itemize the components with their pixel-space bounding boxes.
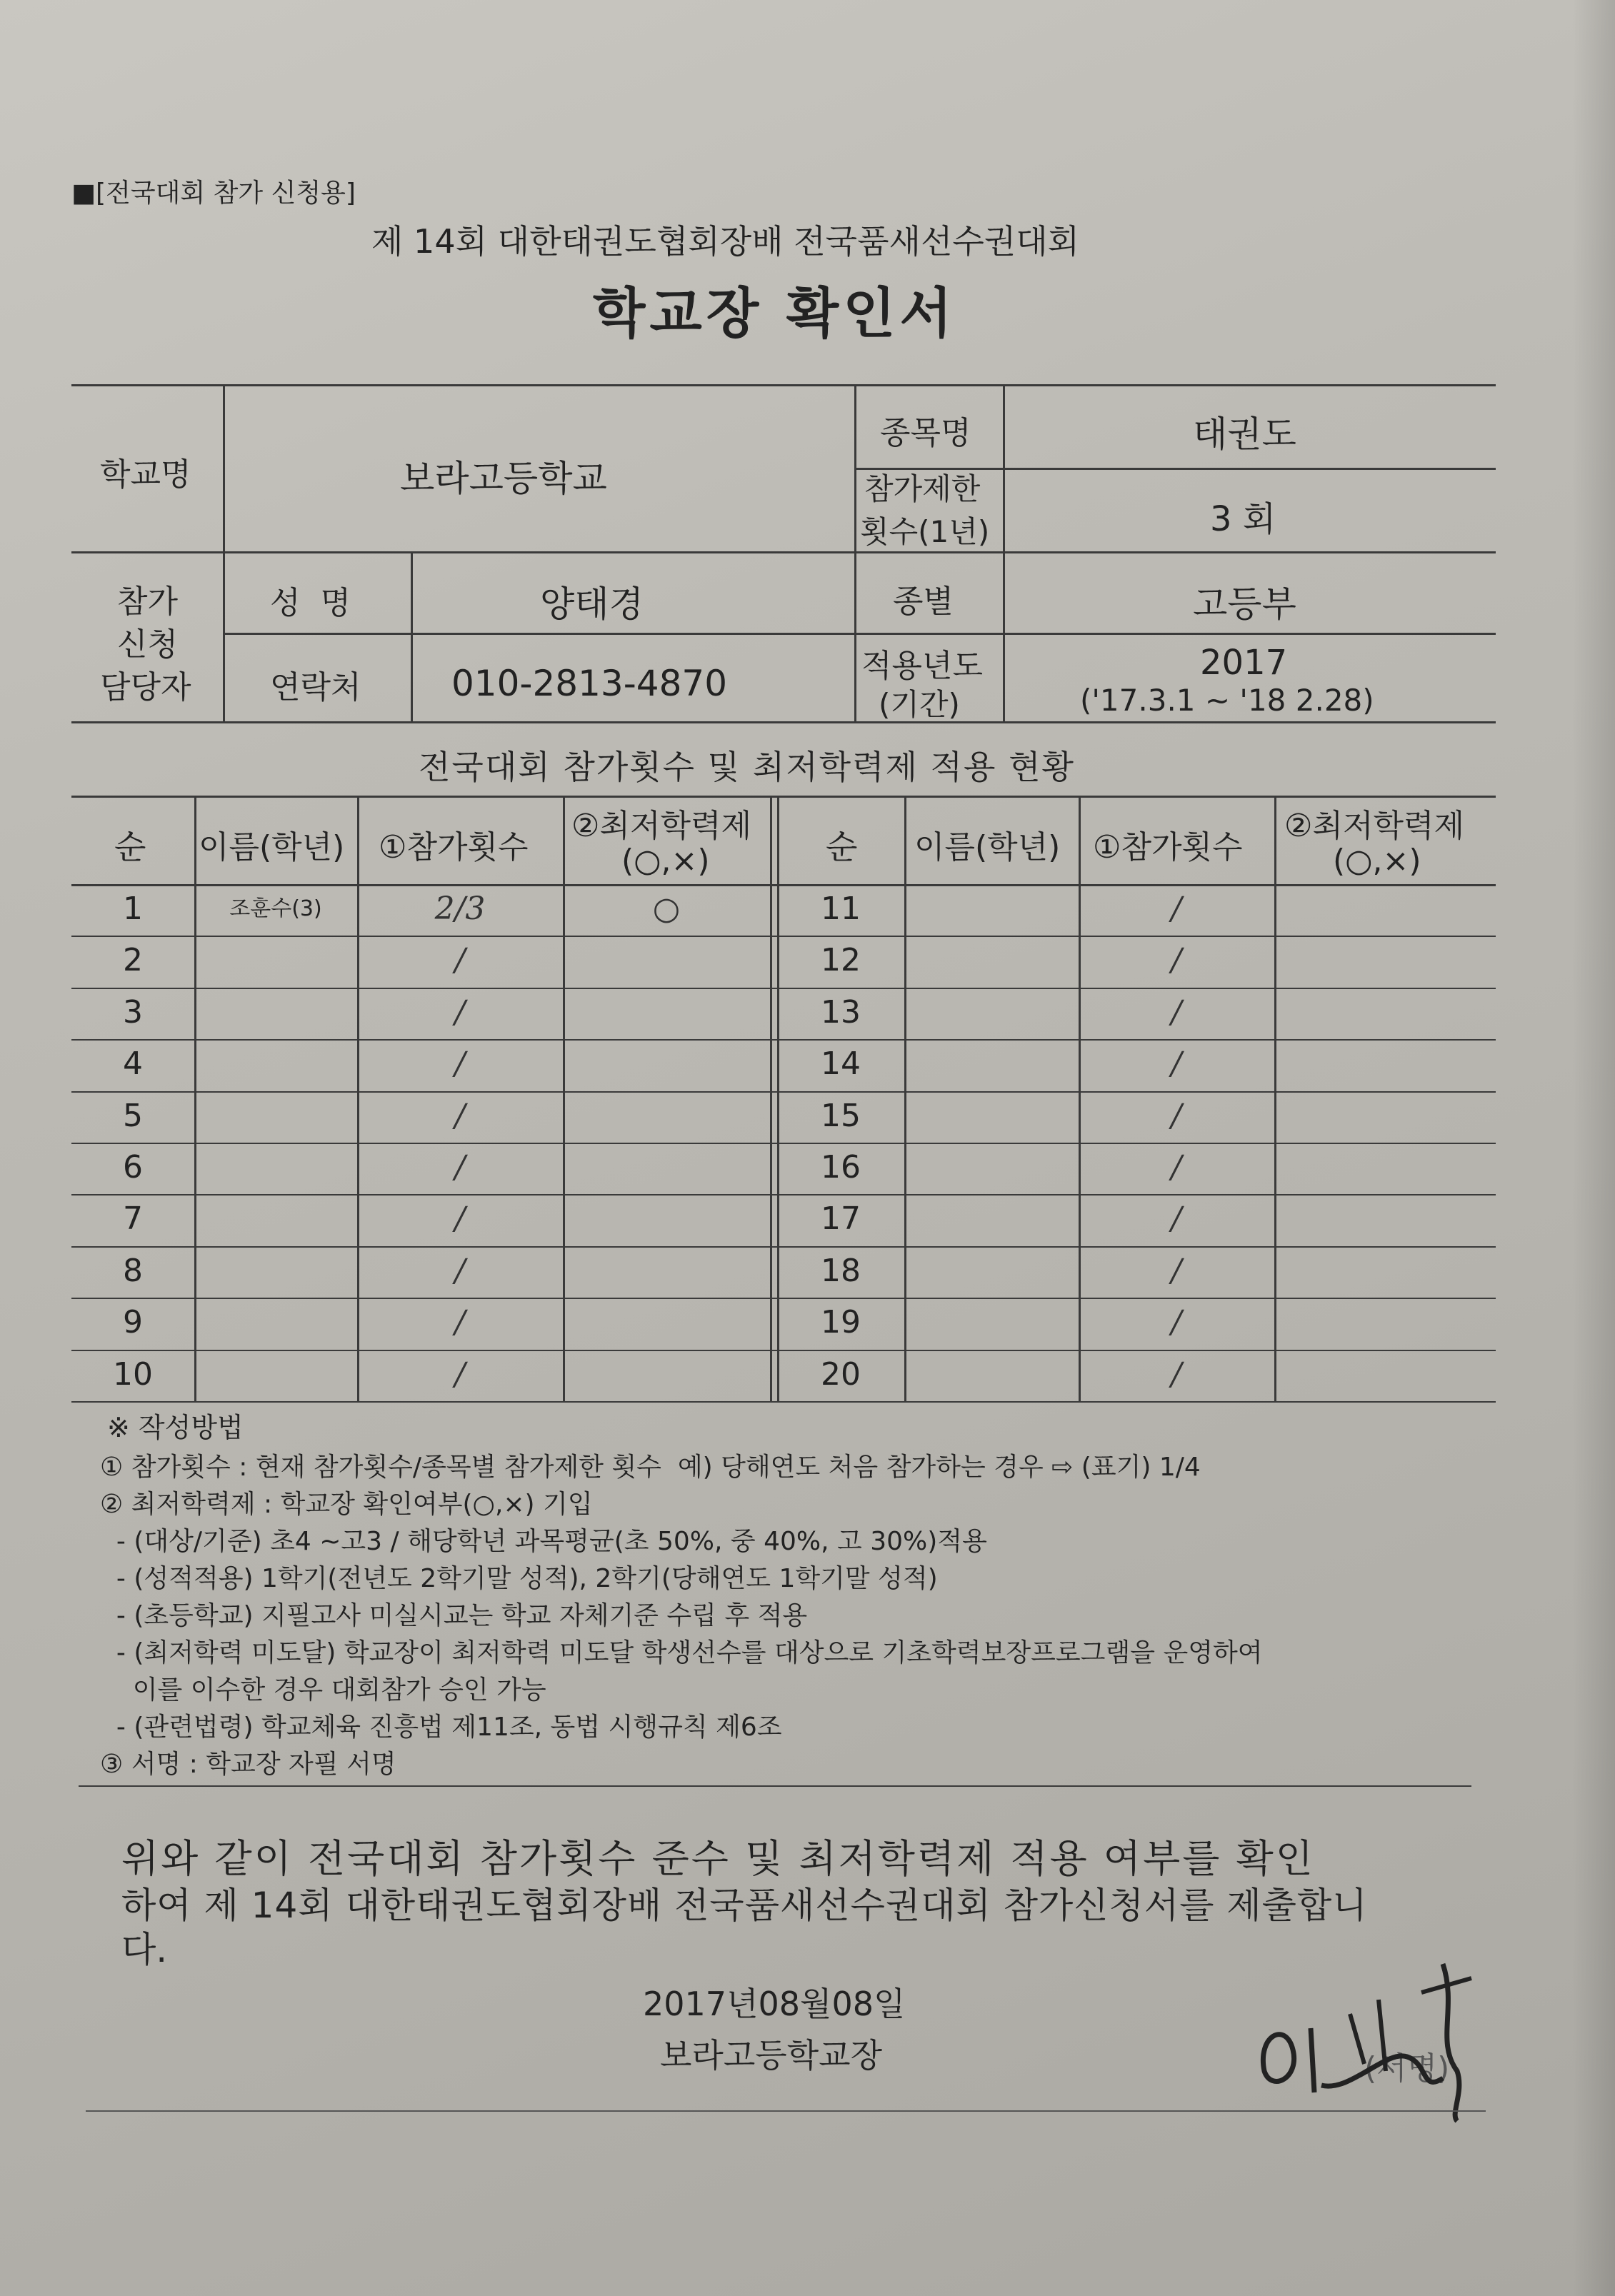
status-cell-no: 4 <box>123 1046 143 1083</box>
status-cell-grade <box>563 1091 770 1143</box>
instruction-line: - (초등학교) 지필고사 미실시교는 학교 자체기준 수립 후 적용 <box>100 1601 808 1630</box>
status-cell-count: / <box>1171 1355 1182 1393</box>
col-header-grade-left: ②최저학력제 <box>571 808 751 844</box>
status-cell-count: / <box>454 1046 466 1083</box>
info-vline-2 <box>411 551 413 721</box>
form-tag: ■[전국대회 참가 신청용] <box>71 179 356 208</box>
status-cell-no: 1 <box>123 891 143 927</box>
status-cell-grade <box>563 1298 770 1349</box>
doc-title: 학교장 확인서 <box>593 281 956 345</box>
status-cell-grade <box>1274 1039 1496 1091</box>
event-title: 제 14회 대한태권도협회장배 전국품새선수권대회 <box>371 222 1080 261</box>
info-top-rule <box>71 384 1496 386</box>
instructions-title: ※ 작성방법 <box>107 1412 244 1443</box>
info-rule-3 <box>71 551 1496 553</box>
status-cell-name <box>194 1246 357 1298</box>
status-cell-grade <box>1274 1143 1496 1194</box>
status-cell-grade <box>563 936 770 987</box>
status-cell-count: / <box>1171 1252 1182 1289</box>
col-header-count-right: ①참가횟수 <box>1093 829 1243 866</box>
status-cell-name <box>194 936 357 987</box>
status-cell-count: / <box>1171 1149 1182 1185</box>
status-cell-count: / <box>454 1304 466 1341</box>
status-row-rule <box>71 1401 1496 1403</box>
status-cell-count: / <box>1171 1304 1182 1341</box>
status-cell-grade <box>1274 884 1496 936</box>
instruction-line: ① 참가횟수 : 현재 참가횟수/종목별 참가제한 횟수 예) 당해연도 처음 참가하는 경우 ⇨ (표기) 1/4 <box>100 1453 1201 1482</box>
instruction-line: ③ 서명 : 학교장 자필 서명 <box>100 1750 396 1779</box>
status-cell-grade <box>563 1246 770 1298</box>
status-cell-count: / <box>1171 1097 1182 1134</box>
instruction-line: - (대상/기준) 초4 ~고3 / 해당학년 과목평균(초 50%, 중 40%, 고 30%)적용 <box>100 1527 987 1556</box>
limit-label-1: 참가제한 <box>864 471 981 506</box>
instructions-rule <box>79 1785 1471 1787</box>
status-cell-grade <box>563 988 770 1039</box>
school-label: 학교명 <box>100 456 191 493</box>
status-cell-name <box>904 1039 1079 1091</box>
date: 2017년08월08일 <box>643 1985 906 2023</box>
status-cell-name <box>904 1350 1079 1401</box>
status-cell-count: / <box>454 1149 466 1185</box>
status-cell-name <box>904 988 1079 1039</box>
status-cell-count: / <box>1171 1046 1182 1083</box>
status-cell-name <box>194 1298 357 1349</box>
seal-text: (서명) <box>1364 2050 1450 2087</box>
col-header-no-left: 순 <box>114 828 146 866</box>
phone-label: 연락처 <box>270 669 361 706</box>
status-cell-grade <box>563 1194 770 1245</box>
status-cell-name <box>904 1194 1079 1245</box>
status-cell-grade <box>563 1039 770 1091</box>
status-cell-count: / <box>1171 942 1182 979</box>
status-cell-no: 13 <box>821 993 861 1031</box>
declaration-line-3: 다. <box>121 1929 168 1970</box>
status-cell-name <box>904 1143 1079 1194</box>
school-value: 보라고등학교 <box>400 458 607 499</box>
sport-label: 종목명 <box>880 415 971 451</box>
status-cell-count: / <box>454 942 466 979</box>
status-cell-count: / <box>454 1200 466 1238</box>
info-rule-4 <box>223 633 1496 635</box>
status-cell-name: 조훈수(3) <box>229 896 322 921</box>
instruction-line: - (최저학력 미도달) 학교장이 최저학력 미도달 학생선수를 대상으로 기초학력보장프로그램을 운영하여 <box>100 1638 1263 1668</box>
status-cell-count: / <box>454 993 466 1031</box>
division-value: 고등부 <box>1193 583 1296 625</box>
year-label-2: (기간) <box>879 687 960 722</box>
info-vline-3 <box>854 384 856 721</box>
contact-label-2: 신청 <box>117 626 179 663</box>
status-title: 전국대회 참가횟수 및 최저학력제 적용 현황 <box>419 748 1075 786</box>
status-cell-grade <box>563 1143 770 1194</box>
status-cell-name <box>194 1143 357 1194</box>
status-cell-name <box>194 1091 357 1143</box>
status-cell-no: 3 <box>123 993 143 1031</box>
limit-label-2: 횟수(1년) <box>860 514 990 549</box>
instruction-line: - (성적적용) 1학기(전년도 2학기말 성적), 2학기(당해연도 1학기말 성적) <box>100 1564 938 1593</box>
status-cell-no: 14 <box>821 1046 861 1083</box>
info-vline-1 <box>223 384 225 721</box>
principal-name: 보라고등학교장 <box>660 2036 883 2075</box>
status-cell-count: / <box>454 1355 466 1393</box>
limit-value: 3 회 <box>1210 499 1276 539</box>
status-cell-grade <box>1274 936 1496 987</box>
col-header-name-right: 이름(학년) <box>914 829 1061 866</box>
status-cell-no: 2 <box>123 942 143 979</box>
status-top-rule <box>71 796 1496 798</box>
status-cell-count: 2/3 <box>434 891 486 927</box>
status-cell-no: 5 <box>123 1097 143 1134</box>
status-cell-no: 20 <box>821 1355 861 1393</box>
status-cell-no: 19 <box>821 1304 861 1341</box>
status-cell-count: / <box>1171 1200 1182 1238</box>
status-cell-grade: ○ <box>652 891 681 927</box>
status-cell-grade <box>1274 988 1496 1039</box>
instruction-line: ② 최저학력제 : 학교장 확인여부(○,×) 기입 <box>100 1490 593 1519</box>
status-cell-name <box>904 1246 1079 1298</box>
status-cell-count: / <box>454 1252 466 1289</box>
status-cell-no: 10 <box>113 1355 153 1393</box>
status-cell-grade <box>1274 1194 1496 1245</box>
status-cell-name <box>194 1350 357 1401</box>
sport-value: 태권도 <box>1193 413 1296 455</box>
col-header-grade-right: ②최저학력제 <box>1284 808 1464 844</box>
status-cell-grade <box>1274 1246 1496 1298</box>
status-cell-no: 11 <box>821 891 861 927</box>
declaration-line-2: 하여 제 14회 대한태권도협회장배 전국품새선수권대회 참가신청서를 제출합니 <box>121 1885 1368 1926</box>
status-cell-name <box>194 988 357 1039</box>
name-value: 양태경 <box>540 583 644 625</box>
info-bottom-rule <box>71 721 1496 723</box>
year-value: 2017 <box>1200 643 1288 683</box>
status-vline-mid1 <box>770 796 772 1401</box>
status-cell-name <box>904 1091 1079 1143</box>
name-label: 성 명 <box>270 585 351 621</box>
status-cell-name <box>194 1194 357 1245</box>
status-cell-name <box>904 1298 1079 1349</box>
status-cell-count: / <box>454 1097 466 1134</box>
status-cell-grade <box>563 1350 770 1401</box>
signature-graphic <box>1243 1950 1500 2128</box>
status-cell-no: 7 <box>123 1200 143 1238</box>
contact-label-3: 담당자 <box>100 669 191 706</box>
status-cell-grade <box>1274 1350 1496 1401</box>
phone-value: 010-2813-4870 <box>451 663 728 704</box>
period-value: ('17.3.1 ~ '18 2.28) <box>1080 683 1374 718</box>
status-cell-no: 12 <box>821 942 861 979</box>
contact-label-1: 참가 <box>117 583 179 620</box>
year-label-1: 적용년도 <box>861 648 984 684</box>
division-label: 종별 <box>893 583 954 620</box>
instruction-line: 이를 이수한 경우 대회참가 승인 가능 <box>100 1675 546 1705</box>
status-cell-no: 6 <box>123 1149 143 1185</box>
status-cell-count: / <box>1171 993 1182 1031</box>
status-cell-grade <box>1274 1298 1496 1349</box>
status-cell-count: / <box>1171 891 1182 927</box>
status-cell-no: 8 <box>123 1252 143 1289</box>
status-cell-grade <box>1274 1091 1496 1143</box>
status-cell-no: 9 <box>123 1304 143 1341</box>
col-header-grade-mark-left: (○,×) <box>621 843 710 879</box>
status-cell-no: 17 <box>821 1200 861 1238</box>
status-cell-name <box>194 1039 357 1091</box>
paper-shadow <box>1572 0 1615 2296</box>
declaration-line-1: 위와 같이 전국대회 참가횟수 준수 및 최저학력제 적용 여부를 확인 <box>121 1836 1315 1881</box>
status-cell-no: 18 <box>821 1252 861 1289</box>
instruction-line: - (관련법령) 학교체육 진흥법 제11조, 동법 시행규칙 제6조 <box>100 1713 782 1742</box>
col-header-name-left: 이름(학년) <box>199 829 345 866</box>
info-vline-4 <box>1003 384 1005 721</box>
status-cell-name <box>904 884 1079 936</box>
footer-rule <box>86 2110 1486 2112</box>
status-cell-no: 15 <box>821 1097 861 1134</box>
col-header-no-right: 순 <box>826 828 858 866</box>
col-header-count-left: ①참가횟수 <box>379 829 529 866</box>
col-header-grade-mark-right: (○,×) <box>1333 843 1421 879</box>
status-cell-name <box>904 936 1079 987</box>
status-cell-no: 16 <box>821 1149 861 1185</box>
